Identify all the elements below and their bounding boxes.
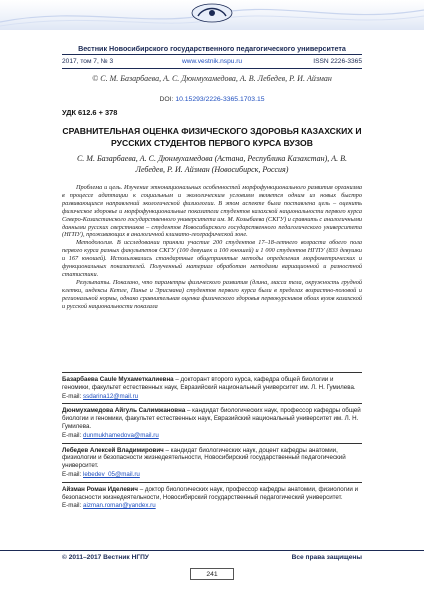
doi-label: DOI: — [159, 96, 174, 103]
abstract-lead-method: Методология. — [76, 239, 114, 247]
journal-title: Вестник Новосибирского государственного педагогического университета — [78, 44, 346, 53]
abstract — [62, 184, 362, 311]
page-number: 241 — [190, 568, 234, 580]
affiliation-name: Айзман Роман Иделевич — [62, 485, 138, 493]
abstract-paragraph-goal — [62, 184, 362, 239]
email-label: E-mail: — [62, 392, 82, 400]
affiliation-desc: – кандидат биологических наук, доцент кафедры анатомии, физиологии и безопасности жизнедеятельности, Новосибирский государственный педагогический университет. — [62, 446, 346, 470]
abstract-lead-goal: Проблема и цель. — [76, 184, 123, 191]
affiliation-item — [62, 482, 362, 510]
abstract-text-method: В исследовании приняли участие 200 студентов 17–18-летнего возраста обоего пола первого курса разных факультетов СКГУ (100 девушек и 100 юношей) и 1 000 студентов НГПУ (833 девушки и 167 юношей). Использовались стандартные общепринятые методы определения морфометрических и функциональных показателей. Полученный материал обработан методами вариационной и разностной статистики. — [62, 239, 362, 278]
abstract-paragraph-results — [62, 279, 362, 311]
affiliation-item — [62, 403, 362, 439]
email-link[interactable]: dunmukhamedova@mail.ru — [83, 431, 159, 439]
abstract-text-goal: Изучение этнонациональных особенностей морфофункционального развития организма в процессе адаптации к социальным и экологическим условиям является одним из новых быстро развивающихся направлений экологической физиологии. В этом аспекте была поставлена цель – оценить физическое здоровье и морфофункциональные показатели студентов казахской национальности первого курса Северо-Казахстанского государственного университета им. М. Козыбаева (СКГУ) и сравнить с аналогичными данными русских сверстников – студентов Новосибирского государственного педагогического университета (НГПУ), проживающих в аналогичной климато-географической зоне. — [62, 184, 363, 239]
affiliation-email — [62, 393, 362, 401]
affiliation-name: Лебедев Алексей Владимирович — [62, 446, 164, 454]
affiliation-item — [62, 443, 362, 479]
issue-info: 2017, том 7, № 3 — [62, 58, 114, 65]
footer-rights: Все права защищены — [291, 554, 362, 561]
footer-rule — [0, 550, 424, 551]
email-link[interactable]: ssdarina12@mail.ru — [83, 392, 139, 400]
affiliation-name: Дюнмухамедова Айгуль Салимжановна — [62, 407, 186, 415]
email-label: E-mail: — [62, 470, 82, 478]
affiliation-desc: – доктор биологических наук, профессор кафедры анатомии, физиологии и безопасности жизнедеятельности, Новосибирский государственный педагогический университет. — [62, 485, 359, 501]
email-label: E-mail: — [62, 431, 82, 439]
journal-logo — [190, 2, 234, 24]
affiliation-item — [62, 372, 362, 400]
affiliation-email — [62, 471, 362, 479]
affiliation-email — [62, 432, 362, 440]
udk-code: УДК 612.6 + 378 — [62, 108, 118, 117]
affiliation-desc: – докторант второго курса, кафедра общей биологии и геномики, факультет естественных наук, Евразийский национальный университет им. Л. Н. Гумилева. — [62, 376, 356, 391]
email-link[interactable]: lebedev_05@mail.ru — [83, 470, 140, 478]
affiliation-desc: – кандидат биологических наук, профессор кафедры общей биологии и геномики, факультет естественных наук, Евразийский национальный университет им. Л. Н. Гумилева. — [62, 407, 361, 430]
footer-copyright: © 2011–2017 Вестник НГПУ — [62, 554, 149, 561]
affiliation-name: Базарбаева Саule Мухаметкалиевна — [62, 376, 174, 383]
abstract-paragraph-method — [62, 239, 362, 279]
journal-website-link[interactable]: www.vestnik.nspu.ru — [182, 58, 243, 65]
header-rule-bottom — [62, 68, 362, 69]
abstract-text-results: Показано, что параметры физического развития (длина, масса тела, окружность грудной клетки, индексы Кетле, Пинье и Эрисмана) студентов первого курса были в пределах возрастно-половой и региональной нормы, однако сравнительная оценка физического здоровья первокурсников обоих вузов казахской и русской национальности показала — [62, 278, 362, 310]
email-link[interactable]: aizman.roman@yandex.ru — [83, 502, 156, 510]
article-title: СРАВНИТЕЛЬНАЯ ОЦЕНКА ФИЗИЧЕСКОГО ЗДОРОВЬЯ КАЗАХСКИХ И РУССКИХ СТУДЕНТОВ ПЕРВОГО КУРСА ВУЗОВ — [62, 126, 362, 148]
abstract-lead-results: Результаты. — [76, 278, 111, 286]
doi-line — [62, 96, 362, 103]
email-label: E-mail: — [62, 502, 82, 510]
author-affiliations — [62, 372, 362, 513]
article-authors: С. М. Базарбаева, А. С. Дюнмухамедова (Астана, Республика Казахстан), А. В. Лебедев, Р. И. Айзман (Новосибирск, Россия) — [76, 154, 348, 174]
affiliation-email — [62, 502, 362, 510]
copyright-authors: © С. М. Базарбаева, А. С. Дюнмухамедова, А. В. Лебедев, Р. И. Айзман — [92, 74, 332, 83]
doi-link[interactable]: 10.15293/2226-3365.1703.15 — [175, 96, 265, 103]
header-rule-top — [62, 54, 362, 55]
issn: ISSN 2226-3365 — [313, 58, 362, 65]
